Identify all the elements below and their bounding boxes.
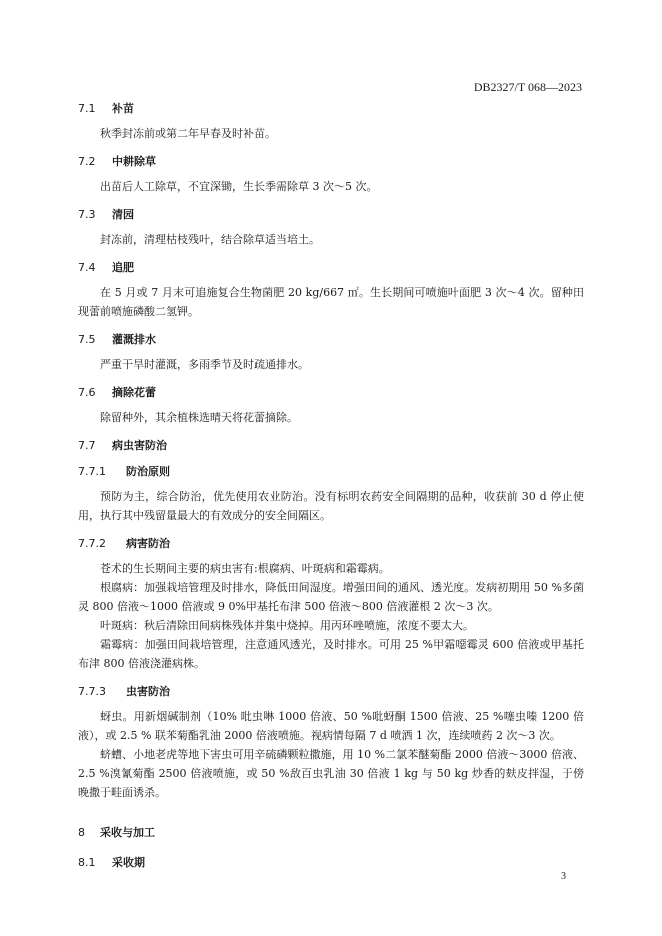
heading-7-2 (78, 153, 584, 169)
heading-title: 采收与加工 (100, 826, 155, 839)
heading-number: 8.1 (78, 856, 96, 869)
heading-title: 病害防治 (126, 537, 170, 550)
paragraph: 蛴螬、小地老虎等地下害虫可用辛硫磷颗粒撒施，用 10 %二氯苯醚菊酯 2000 倍液～3000 倍液、2.5 %溴氰菊酯 2500 倍液喷施，或 50 %敌百虫乳油 30 倍液 1 kg 与 50 kg 炒香的麸皮拌湿，于傍晚撒于畦面诱杀。 (78, 748, 584, 799)
heading-7-4 (78, 259, 584, 275)
paragraph: 封冻前，清理枯枝残叶，结合除草适当培土。 (100, 233, 320, 246)
page-number: 3 (561, 871, 566, 882)
heading-number: 8 (78, 826, 85, 839)
heading-number: 7.7.3 (78, 685, 106, 698)
heading-title: 补苗 (112, 102, 134, 115)
heading-number: 7.5 (78, 333, 96, 346)
paragraph: 在 5 月或 7 月末可追施复合生物菌肥 20 kg/667 ㎡。生长期间可喷施叶面肥 3 次～4 次。留种田现蕾前喷施磷酸二氢钾。 (78, 286, 584, 318)
paragraph: 蚜虫。用新烟碱制剂（10% 吡虫啉 1000 倍液、50 %吡蚜酮 1500 倍液、25 %噻虫嗪 1200 倍液），或 2.5 % 联苯菊酯乳油 2000 倍液喷施。视病情每隔 7 d 喷洒 1 次，连续喷药 2 次～3 次。 (78, 710, 584, 742)
heading-title: 摘除花蕾 (112, 386, 156, 399)
heading-title: 追肥 (112, 261, 134, 274)
heading-number: 7.7 (78, 439, 96, 452)
heading-7-5 (78, 331, 584, 347)
heading-number: 7.4 (78, 261, 96, 274)
heading-title: 采收期 (112, 856, 145, 869)
heading-7-7 (78, 437, 584, 453)
paragraph: 严重干旱时灌溉，多雨季节及时疏通排水。 (100, 358, 309, 371)
heading-number: 7.1 (78, 102, 96, 115)
paragraph: 除留种外，其余植株选晴天将花蕾摘除。 (100, 411, 298, 424)
heading-number: 7.2 (78, 155, 96, 168)
heading-title: 防治原则 (126, 465, 170, 478)
paragraph: 预防为主，综合防治，优先使用农业防治。没有标明农药安全间隔期的品种，收获前 30 d 停止使用，执行其中残留量最大的有效成分的安全间隔区。 (78, 490, 584, 522)
heading-title: 虫害防治 (126, 685, 170, 698)
heading-7-7-2 (78, 535, 584, 551)
paragraph: 叶斑病：秋后清除田间病株残体并集中烧掉。用丙环唑喷施，浓度不要太大。 (100, 619, 474, 632)
heading-8 (78, 824, 584, 840)
heading-7-3 (78, 206, 584, 222)
document-code: DB2327/T 068—2023 (473, 80, 582, 94)
heading-title: 中耕除草 (112, 155, 156, 168)
heading-8-1 (78, 854, 584, 870)
heading-title: 病虫害防治 (112, 439, 167, 452)
heading-title: 清园 (112, 208, 134, 221)
document-body (78, 100, 584, 870)
heading-7-1 (78, 100, 584, 116)
heading-title: 灌溉排水 (112, 333, 156, 346)
paragraph: 霜霉病：加强田间栽培管理，注意通风透光，及时排水。可用 25 %甲霜噁霉灵 600 倍液或甲基托布津 800 倍液浇灌病株。 (78, 638, 584, 670)
paragraph: 出苗后人工除草，不宜深锄，生长季需除草 3 次～5 次。 (100, 180, 378, 193)
paragraph: 根腐病：加强栽培管理及时排水，降低田间湿度。增强田间的通风、透光度。发病初期用 50 %多菌灵 800 倍液～1000 倍液或 9 0%甲基托布津 500 倍液～800 倍液灌根 2 次～3 次。 (78, 581, 584, 613)
heading-7-6 (78, 384, 584, 400)
paragraph: 秋季封冻前或第二年早春及时补苗。 (100, 127, 276, 140)
heading-7-7-3 (78, 683, 584, 699)
heading-number: 7.6 (78, 386, 96, 399)
heading-number: 7.7.2 (78, 537, 106, 550)
paragraph: 苍术的生长期间主要的病虫害有:根腐病、叶斑病和霜霉病。 (100, 562, 390, 575)
heading-7-7-1 (78, 463, 584, 479)
heading-number: 7.7.1 (78, 465, 106, 478)
heading-number: 7.3 (78, 208, 96, 221)
